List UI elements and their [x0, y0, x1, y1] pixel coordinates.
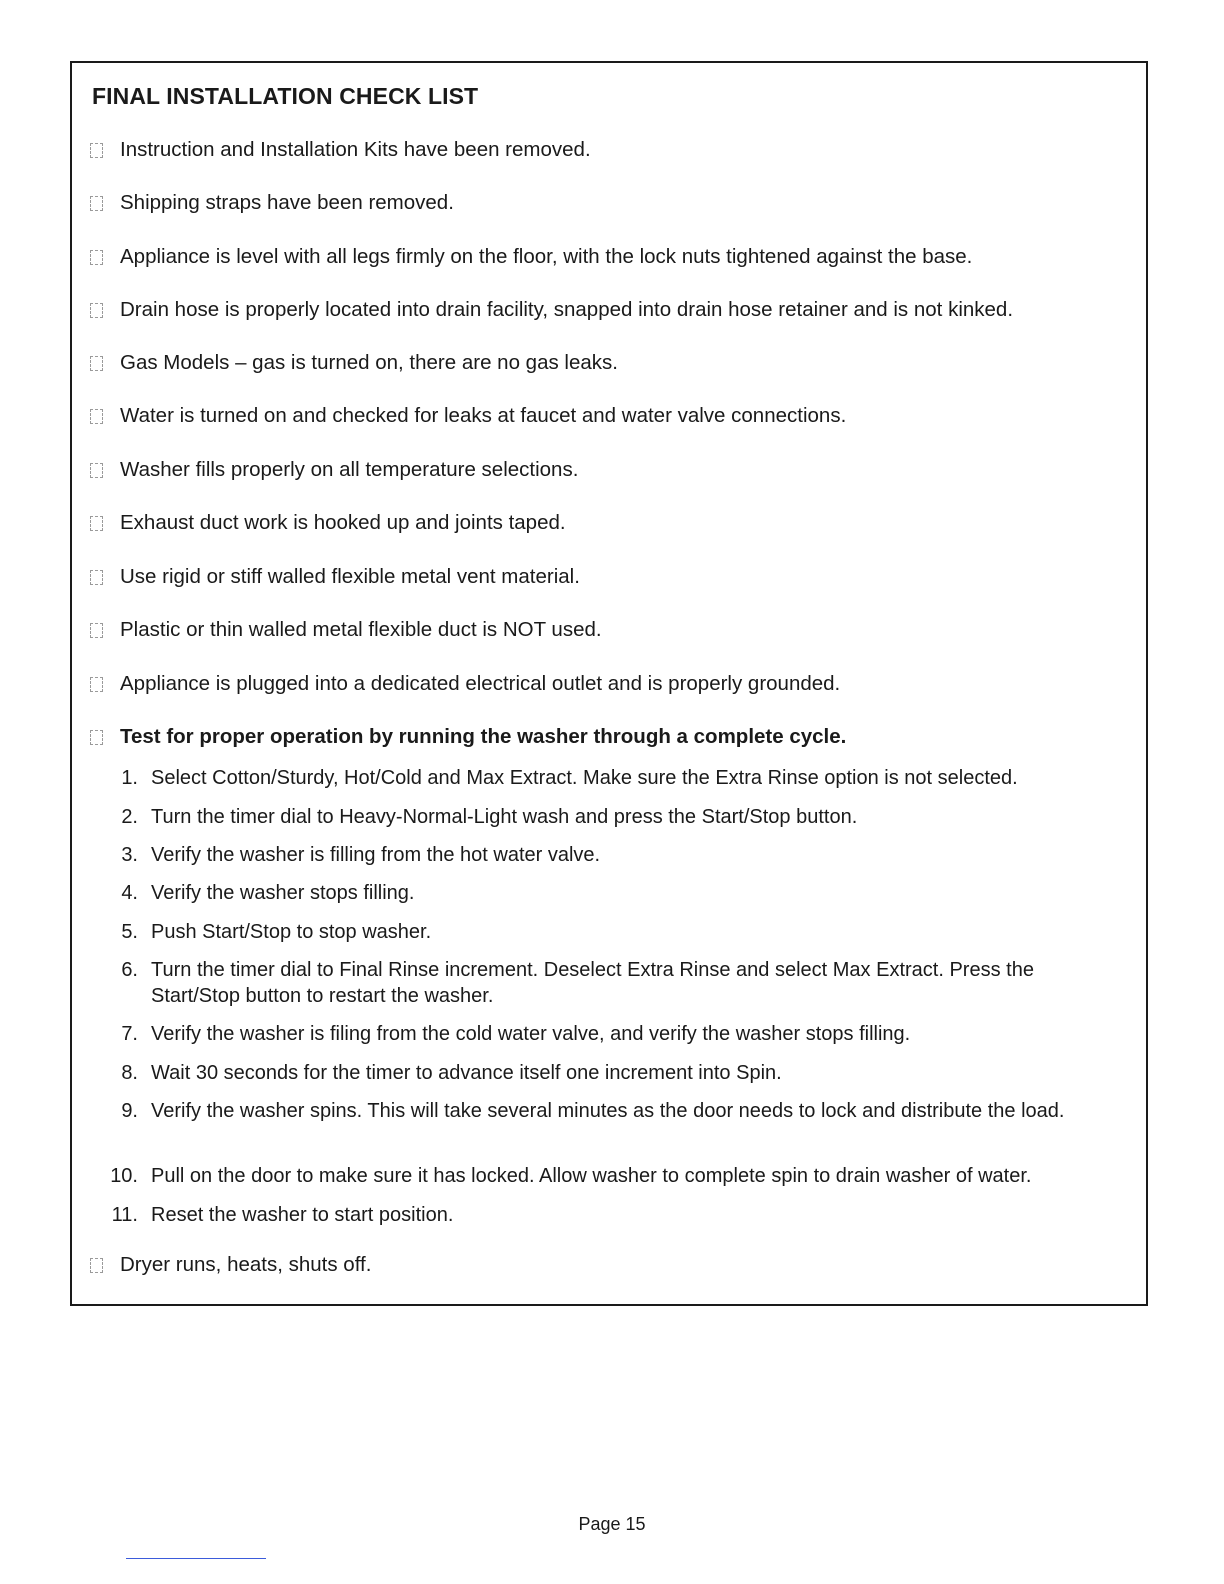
checkbox-icon[interactable] [90, 143, 103, 158]
checklist-item [90, 349, 618, 377]
checkbox-icon[interactable] [90, 730, 103, 745]
checkbox-icon[interactable] [90, 677, 103, 692]
checklist-item [90, 402, 846, 430]
checkbox-icon[interactable] [90, 196, 103, 211]
step-text: Turn the timer dial to Final Rinse increment. Deselect Extra Rinse and select Max Extract. Press the Start/Stop button to restart the washer. [151, 959, 1034, 1007]
checklist-item [90, 296, 1013, 324]
step-text: Pull on the door to make sure it has locked. Allow washer to complete spin to drain washer of water. [151, 1165, 1032, 1187]
step-text: Push Start/Stop to stop washer. [151, 921, 432, 943]
step-number: 7. [121, 1023, 138, 1045]
checklist-item [90, 243, 972, 271]
step-number: 1. [121, 767, 138, 789]
checklist-item-label: Appliance is level with all legs firmly on the floor, with the lock nuts tightened against the base. [120, 245, 973, 268]
checkbox-icon[interactable] [90, 516, 103, 531]
final-installation-checklist [70, 61, 1148, 1306]
checklist-item-label: Washer fills properly on all temperature selections. [120, 458, 579, 481]
footer-rule [126, 1558, 266, 1559]
checklist-item-label: Instruction and Installation Kits have been removed. [120, 138, 591, 161]
step-text: Verify the washer is filling from the hot water valve. [151, 844, 601, 866]
checklist-title: FINAL INSTALLATION CHECK LIST [92, 83, 479, 109]
checklist-item-label: Test for proper operation by running the washer through a complete cycle. [120, 725, 847, 748]
checkbox-icon[interactable] [90, 356, 103, 371]
step-number: 3. [121, 844, 138, 866]
checklist-item [90, 189, 454, 217]
checklist-item-label: Plastic or thin walled metal flexible duct is NOT used. [120, 618, 602, 641]
checklist-item-test-operation [90, 723, 846, 751]
step-number: 4. [121, 882, 138, 904]
step-text: Verify the washer spins. This will take several minutes as the door needs to lock and distribute the load. [151, 1100, 1065, 1122]
step-number: 6. [121, 959, 138, 981]
checklist-item-label: Shipping straps have been removed. [120, 191, 454, 214]
checklist-item-label: Gas Models – gas is turned on, there are no gas leaks. [120, 351, 618, 374]
step-number: 9. [121, 1100, 138, 1122]
checklist-item-label: Dryer runs, heats, shuts off. [120, 1253, 372, 1276]
step-number: 5. [121, 921, 138, 943]
step-number: 8. [121, 1062, 138, 1084]
step-text: Reset the washer to start position. [151, 1204, 454, 1226]
checklist-item-label: Appliance is plugged into a dedicated electrical outlet and is properly grounded. [120, 672, 841, 695]
checkbox-icon[interactable] [90, 463, 103, 478]
checkbox-icon[interactable] [90, 570, 103, 585]
checkbox-icon[interactable] [90, 303, 103, 318]
checkbox-icon[interactable] [90, 623, 103, 638]
checkbox-icon[interactable] [90, 1258, 103, 1273]
step-text: Wait 30 seconds for the timer to advance itself one increment into Spin. [151, 1062, 782, 1084]
checklist-item [90, 616, 602, 644]
checklist-item-label: Use rigid or stiff walled flexible metal vent material. [120, 565, 580, 588]
checkbox-icon[interactable] [90, 409, 103, 424]
checklist-item [90, 456, 578, 484]
step-text: Turn the timer dial to Heavy-Normal-Light wash and press the Start/Stop button. [151, 806, 858, 828]
step-text: Verify the washer stops filling. [151, 882, 415, 904]
step-number: 11. [111, 1204, 138, 1226]
step-number: 10. [110, 1165, 138, 1187]
checklist-item-label: Drain hose is properly located into drain facility, snapped into drain hose retainer and is not kinked. [120, 298, 1014, 321]
step-text: Verify the washer is filing from the cold water valve, and verify the washer stops filling. [151, 1023, 911, 1045]
checklist-item [90, 136, 591, 164]
checklist-item-dryer [90, 1251, 371, 1279]
checklist-item [90, 563, 580, 591]
checklist-item [90, 509, 566, 537]
page-number: Page 15 [578, 1514, 646, 1534]
checkbox-icon[interactable] [90, 250, 103, 265]
step-number: 2. [121, 806, 138, 828]
checklist-item-label: Exhaust duct work is hooked up and joints taped. [120, 511, 566, 534]
step-text: Select Cotton/Sturdy, Hot/Cold and Max Extract. Make sure the Extra Rinse option is not selected. [151, 767, 1018, 789]
checklist-item-label: Water is turned on and checked for leaks at faucet and water valve connections. [120, 404, 847, 427]
checklist-item [90, 670, 840, 698]
